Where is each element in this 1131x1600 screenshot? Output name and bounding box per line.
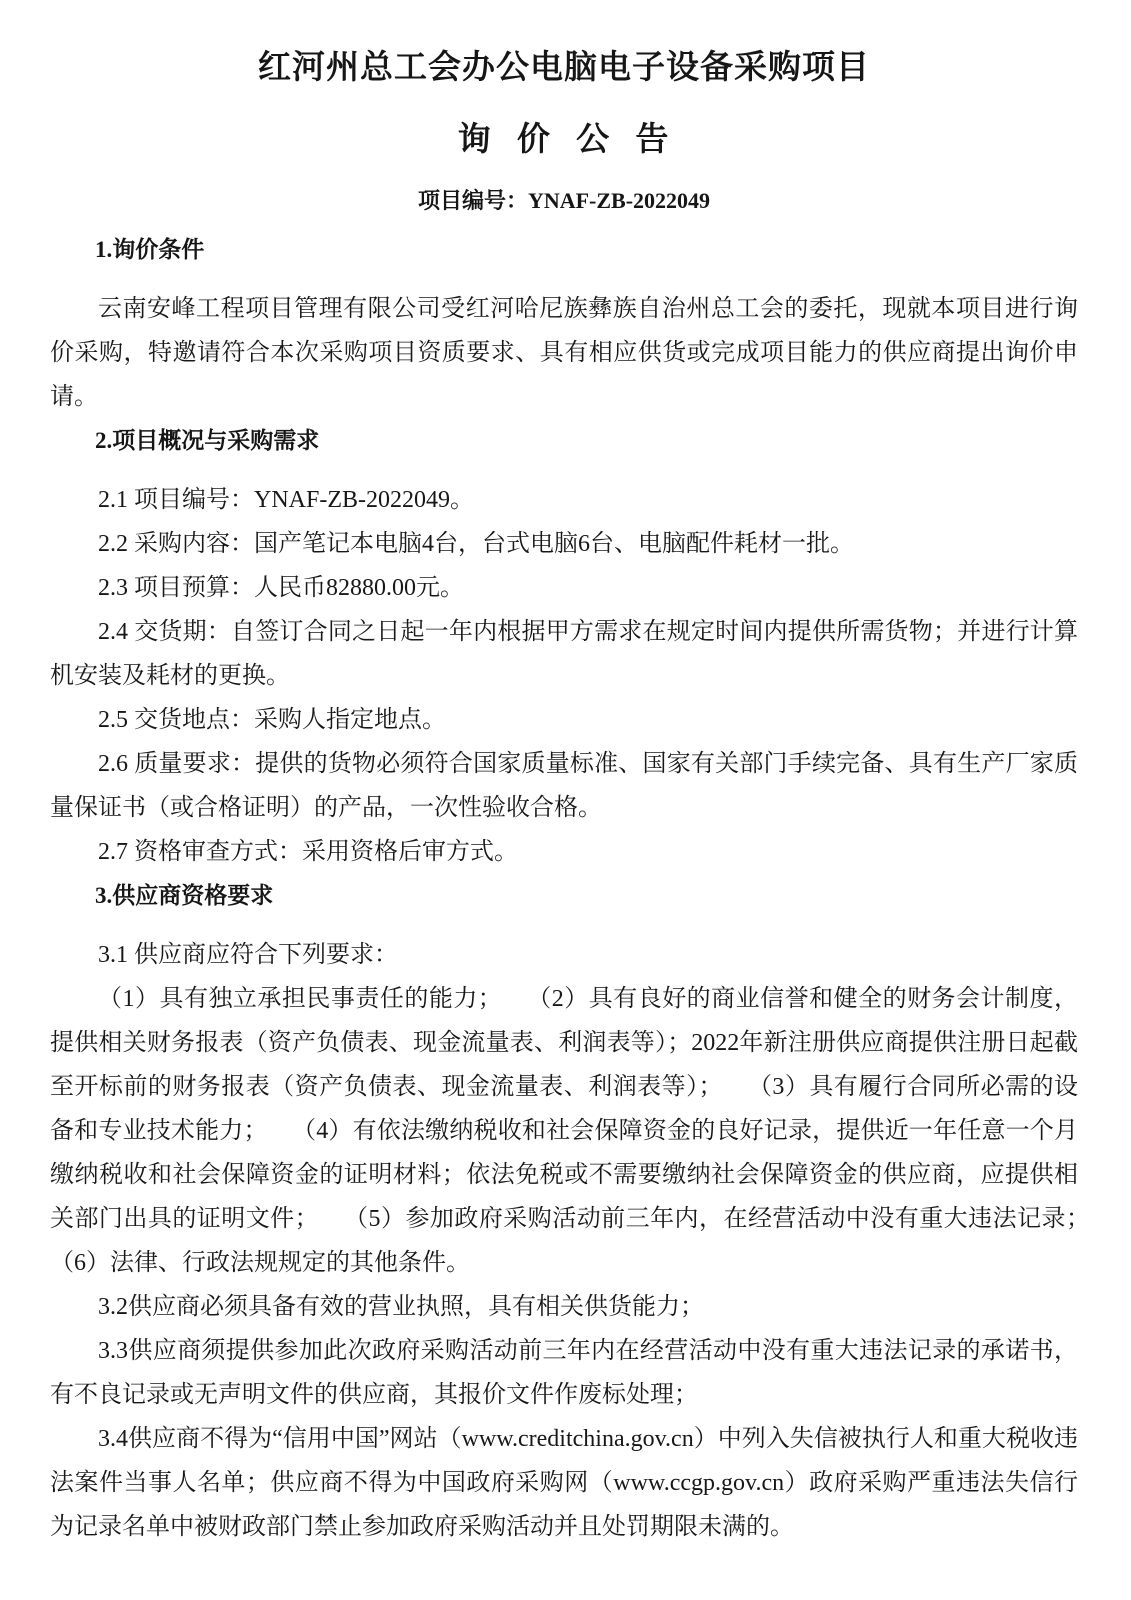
section-2-heading: 2.项目概况与采购需求 (95, 428, 320, 453)
section-2-item-2-1: 2.1 项目编号：YNAF-ZB-2022049。 (98, 487, 474, 513)
section-2-item-2-3: 2.3 项目预算：人民币82880.00元。 (98, 575, 464, 601)
section-3-item-3-2: 3.2供应商必须具备有效的营业执照，具有相关供货能力； (98, 1294, 704, 1320)
section-3-heading: 3.供应商资格要求 (95, 883, 274, 908)
section-project-overview (50, 419, 1078, 874)
document-title: 红河州总工会办公电脑电子设备采购项目 (258, 50, 870, 86)
project-number-line: 项目编号：YNAF-ZB-2022049 (417, 188, 711, 213)
section-3-requirements-list: （1）具有独立承担民事责任的能力； （2）具有良好的商业信誉和健全的财务会计制度，提供相关财务报表（资产负债表、现金流量表、利润表等）；2022年新注册供应商提供注册日起截至开标前的财务报表（资产负债表、现金流量表、利润表等）； （3）具有履行合同所必需的设备和专业技术能力； （4）有依法缴纳税收和社会保障资金的良好记录，提供近一年任意一个月缴纳税收和社会保障资金的证明材料；依法免税或不需要缴纳社会保障资金的供应商，应提供相关部门出具的证明文件； （5）参加政府采购活动前三年内，在经营活动中没有重大违法记录； （6）法律、行政法规规定的其他条件。 (50, 986, 1126, 1276)
section-2-item-2-7: 2.7 资格审查方式：采用资格后审方式。 (98, 839, 518, 865)
section-1-heading: 1.询价条件 (95, 237, 205, 262)
section-2-item-2-2: 2.2 采购内容：国产笔记本电脑4台，台式电脑6台、电脑配件耗材一批。 (98, 531, 854, 557)
section-2-item-2-5: 2.5 交货地点：采购人指定地点。 (98, 707, 446, 733)
section-3-item-3-3: 3.3供应商须提供参加此次政府采购活动前三年内在经营活动中没有重大违法记录的承诺书，有不良记录或无声明文件的供应商，其报价文件作废标处理； (50, 1338, 1078, 1408)
section-3-item-3-4: 3.4供应商不得为“信用中国”网站（www.creditchina.gov.cn）中列入失信被执行人和重大税收违法案件当事人名单；供应商不得为中国政府采购网（www.ccgp.gov.cn）政府采购严重违法失信行为记录名单中被财政部门禁止参加政府采购活动并且处罚期限未满的。 (50, 1426, 1078, 1540)
section-supplier-qualifications (50, 874, 1126, 1549)
section-3-item-3-1: 3.1 供应商应符合下列要求： (98, 942, 398, 968)
section-2-item-2-6: 2.6 质量要求：提供的货物必须符合国家质量标准、国家有关部门手续完备、具有生产厂家质量保证书（或合格证明）的产品，一次性验收合格。 (50, 751, 1078, 821)
section-inquiry-conditions (50, 228, 1078, 419)
section-1-paragraph-1: 云南安峰工程项目管理有限公司受红河哈尼族彝族自治州总工会的委托，现就本项目进行询价采购，特邀请符合本次采购项目资质要求、具有相应供货或完成项目能力的供应商提出询价申请。 (50, 296, 1078, 410)
announcement-type-title: 询 价 公 告 (457, 122, 671, 158)
section-2-item-2-4: 2.4 交货期：自签订合同之日起一年内根据甲方需求在规定时间内提供所需货物；并进行计算机安装及耗材的更换。 (50, 619, 1078, 689)
